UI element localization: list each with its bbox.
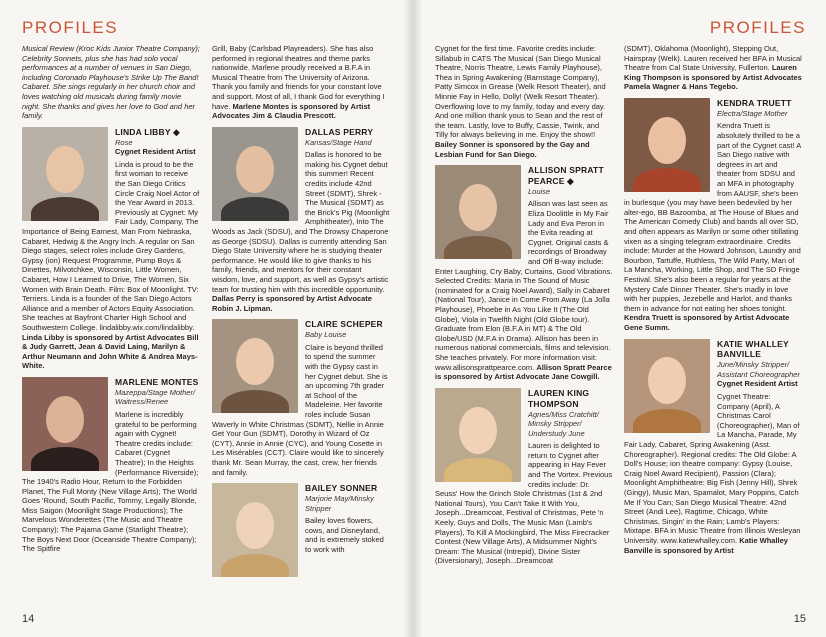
bio-claire-scheper <box>212 319 390 477</box>
page-title-right: PROFILES <box>709 18 806 37</box>
intro-text: Cygnet for the first time. Favorite credits include: Sillabub in CATS The Musical (San Diego Musical Theatre, Norris Theatre, Lewis Family Playhouse), Thea in Spring Awakening (Barnstage Company), Patty Simcox in Grease (Welk Resort Theater), and Minnie Fay in Hello, Dolly! (Welk Resort Theater). Overflowing love to my family, today and every day. And one million thank yous to Sean and the rest of the team. Lastly, love to Buffy, Cassie, Twink, and Tilly for always believing in me. Enjoy the show!! <box>435 44 606 140</box>
column-3 <box>435 44 613 572</box>
actor-name: KENDRA TRUETT <box>717 97 792 108</box>
bio-text: Kendra Truett is absolutely thrilled to be a part of the Cygnet cast! A San Diego native with degrees in art and theater from SDSU and an MFA in photography from AAUSF, she's been in burlesque (you may have been bedeviled by her alter-ego, BB Bazoomba, at The House of Blues and The American Comedy Club) and bands all over SD, and often appears as Marilyn or some other titillating vixen as a singing telegram extraordinaire. Credits include: Murder at the Howard Johnson, Laundry and Bourbon, Tartuffe, Ruthless, The Wild Party, Man of La Mancha, Working, Little Shop, and The SD Fringe Festival. She's also been a regular for years at the Mystery Cafe Dinner Theater. She's madly in love with her puppies, Jezebelle and Harlot, and thanks them in advance for not eating her shoes tonight. <box>624 121 801 313</box>
headshot-photo <box>212 127 298 221</box>
column-2 <box>212 44 390 587</box>
bio-katie-whalley-banville <box>624 339 802 556</box>
bio-kendra-truett <box>624 98 802 333</box>
column-4 <box>624 44 802 561</box>
intro-text: Musical Review (Kroc Kids Junior Theatre Company); Celebrity Sonnets, plus she has had solo vocal performances at a number of venues in San Diego, including Coronado Playhouse's Strike Up The Band! Cabaret. She sings regularly in her church choir and loves watching old musicals during family movie night. She thanks and gives her love to God and her family. <box>22 44 200 121</box>
headshot-photo <box>212 319 298 413</box>
bio-text: Cygnet Theatre: Company (April), A Christmas Carol (Choreographer), Man of La Mancha, Parade, My Fair Lady, Cabaret, Spring Awakening (Asst. Choreographer). Regional credits: The Old Globe: A Doll's House; ion theatre company: Gypsy (Louise, Craig Noel Award Recipient), Passion (Clara); Moonlight Amphitheatre: Big Fish (Jenny Hill), Shrek (Gingy), Music Man, Spamalot, Mary Poppins, Catch Me If You Can; San Diego Musical Theatre: 42nd Street (Andi Lee), Ragtime, Chicago, White Christmas, Singin' in the Rain; Lamb's Players: Mixtape. BFA in Music Theatre from Illinois Wesleyan University. www.katiewhalley.com. <box>624 392 801 545</box>
actor-role: June/Minsky Stripper/ Assistant Choreographer <box>717 360 800 379</box>
actor-role: Mazeppa/Stage Mother/ Waitress/Renee <box>115 387 196 407</box>
headshot-photo <box>624 339 710 433</box>
actor-role: Rose <box>115 137 133 147</box>
actor-role: Agnes/Miss Cratchitt/ Minsky Stripper/ Understudy June <box>528 409 599 438</box>
bio-bailey-sonner <box>212 483 390 581</box>
actor-name: LINDA LIBBY ◆ <box>115 126 180 137</box>
intro-text: (SDMT), Oklahoma (Moonlight), Stepping Out, Hairspray (Welk). Lauren received her BFA in Musical Theatre from Cal State University, Fullerton. <box>624 44 802 73</box>
bio-text: Allison was last seen as Eliza Doolittle in My Fair Lady and Eva Peron in the Evita reading at Cygnet. Original casts & recordings of Broadway and Off B-way include: Enter Laughing, Cry Baby, Curtains, Good Vibrations. Selected Credits: Maria in The Sound of Music (nominated for a Craig Noel Award), Sally in Cabaret (National Tour), Janice in Come From Away (La Jolla Playhouse), Phoebe in As You Like It (The Old Globe), Viola in Twelfth Night (Old Globe tour). Graduate from Elon (B.F.A in MT) & The Old Globe/USD (M.F.A in Drama). Allison has been in numerous national commercials, films and television. She teaches privately. For more information visit: www.allisonsprattpearce.com. <box>435 199 613 372</box>
page-title-left: PROFILES <box>22 18 119 37</box>
headshot-photo <box>212 483 298 577</box>
headshot-photo <box>435 388 521 482</box>
page-number-left: 14 <box>22 613 35 625</box>
column-1 <box>22 44 200 560</box>
actor-name: DALLAS PERRY <box>305 126 374 137</box>
bio-linda-libby <box>22 127 200 371</box>
bio-dallas-perry <box>212 127 390 314</box>
bio-text: Dallas is honored to be making his Cygnet debut this summer! Recent credits include 42nd Street (SDMT), Shrek - The Musical (SDMT) as the Brick's Pig (Moonlight Amphitheater), Into The Woods as Jack (SDSU), and The Drowsy Chaperone as George (SDSU). Dallas is currently attending San Diego State University where he is studying theater performance. He would like to give thanks to his family, friends, and mentors for their constant wisdom, love, and support, as well as Gypsy's artistic team for trusting him with this incredible opportunity. <box>212 150 390 294</box>
page-number-right: 15 <box>793 613 806 625</box>
bio-text: Marlene is incredibly grateful to be performing again with Cygnet! Theatre credits include: Cabaret (Cygnet Theatre); In the Heights (Performance Riverside); The 1940's Radio Hour, Return to the Forbidden Planet, The Full Monty (New Village Arts); The World Goes 'Round, South Pacific, Tommy, Legally Blonde, Miss Saigon (Moonlight Stage Productions); The Marvelous Wonderettes (The Music and Theatre Company); The Pajama Game (Starlight Theatre); The Boys Next Door (Oceanside Theatre Company); The Spitfire <box>22 409 199 554</box>
headshot-photo <box>624 98 710 192</box>
actor-name: LAUREN KING THOMPSON <box>528 387 590 409</box>
actor-name: ALLISON SPRATT PEARCE ◆ <box>528 165 604 186</box>
headshot-photo <box>22 127 108 221</box>
actor-affiliation: Cygnet Resident Artist <box>717 379 798 389</box>
bio-allison-spratt-pearce <box>435 165 613 382</box>
actor-role: Electra/Stage Mother <box>717 108 788 118</box>
bio-text: Linda is proud to be the first woman to receive the San Diego Critics Circle Craig Noel Actor of the Year Award in 2013. Previously at Cygnet: My Fair Lady, Company, The Importance of Being Earnest, Man From Nebraska, Cabaret, Hedwig & the Angry Inch. A regular on San Diego stages, select roles include Grey Gardens, Gypsy (ion) Request Programme, Pump Boys & Dinettes, Milvotchkee, Wisconsin, Little Women, Cabaret, How I Learned to Drive, The Women, Six Women with Brain Death. Film: Box of Moonlight. TV: Terriers. Linda is a founder of the San Diego Actors Alliance and a member of Actors Equity Association. She teaches at Bayfront Charter High School and Southwestern College. lindalibby.wix.com/lindalibby. <box>22 159 200 332</box>
actor-name: BAILEY SONNER <box>305 483 378 494</box>
sponsor-text: Linda Libby is sponsored by Artist Advocates Bill & Judy Garrett, Jean & David Laing, Marilyn & Arthur Neumann and John White & Andrea Mays-White. <box>22 332 199 371</box>
sponsor-text: Bailey Sonner is sponsored by the Gay and Lesbian Fund for San Diego. <box>435 139 590 159</box>
headshot-photo <box>435 165 521 259</box>
sponsor-text: Lauren King Thompson is sponsored by Artist Advocates Pamela Wagner & Hans Tegebo. <box>624 63 802 92</box>
bio-lauren-king-thompson <box>435 388 613 566</box>
actor-role: Louise <box>528 186 551 196</box>
actor-role: Kansas/Stage Hand <box>305 137 372 147</box>
actor-affiliation: Cygnet Resident Artist <box>115 147 196 157</box>
intro-block <box>624 44 802 92</box>
actor-role: Marjorie May/Minsky Stripper <box>305 493 374 513</box>
sponsor-text: Katie Whalley Banville is sponsored by Artist <box>624 535 788 555</box>
actor-role: Baby Louise <box>305 330 347 340</box>
intro-block <box>435 44 613 159</box>
right-page <box>413 0 826 637</box>
sponsor-text: Allison Spratt Pearce is sponsored by Artist Advocate Jane Cowgill. <box>435 362 612 382</box>
sponsor-text: Marlene Montes is sponsored by Artist Advocates Jim & Claudia Prescott. <box>212 101 371 121</box>
actor-name: KATIE WHALLEY BANVILLE <box>717 338 789 360</box>
bio-text: Claire is beyond thrilled to spend the summer with the Gypsy cast in her Cygnet debut. She is an upcoming 7th grader at School of the Madeleine. Her favorite roles include Susan Waverly in White Christmas (SDMT), Nellie in Annie Get Your Gun (SDMT), Dorothy in Wizard of Oz (CYT), Annie in Annie (CYC), and Young Cosette in Les Misérables (CCT). Claire would like to sincerely thank Mr. Sean Murray, the cast, crew, her friends and family. <box>212 342 388 477</box>
sponsor-text: Dallas Perry is sponsored by Artist Advocate Robin J. Lipman. <box>212 294 372 313</box>
headshot-photo <box>22 377 108 471</box>
actor-name: CLAIRE SCHEPER <box>305 319 383 330</box>
actor-name: MARLENE MONTES <box>115 376 199 387</box>
intro-block <box>212 44 390 121</box>
bio-text: Lauren is delighted to return to Cygnet after appearing in Hay Fever and The Vortex. Previous credits include: Dr. Seuss' How the Grinch Stole Christmas (1st & 2nd National Tours), You Can't Take It With You, Joseph...Dreamcoat, Festival of Christmas, Pete 'n Keely, Guys and Dolls, The Music Man (Lamb's Players), To Kill A Mockingbird, The Miss Firecracker Contest (New Village Arts), A Midsummer Night's Dream: The Musical (Intrepid), Divine Sister (Diversionary), Joseph...Dreamcoat <box>435 441 613 566</box>
sponsor-text: Kendra Truett is sponsored by Artist Advocate Gene Summ. <box>624 313 790 332</box>
bio-text: Bailey loves flowers, cows, and Disneyland, and is extremely stoked to work with <box>305 516 384 554</box>
bio-marlene-montes <box>22 377 200 554</box>
intro-text: Grill, Baby (Carlsbad Playreaders). She has also performed in regional theatres and theme parks nationwide. Marlene proudly received a B.F.A in Musical Theatre from The University of Arizona. Thank you family and friends for your constant love and support. Most of all, I thank God for everything I have. <box>212 44 385 111</box>
